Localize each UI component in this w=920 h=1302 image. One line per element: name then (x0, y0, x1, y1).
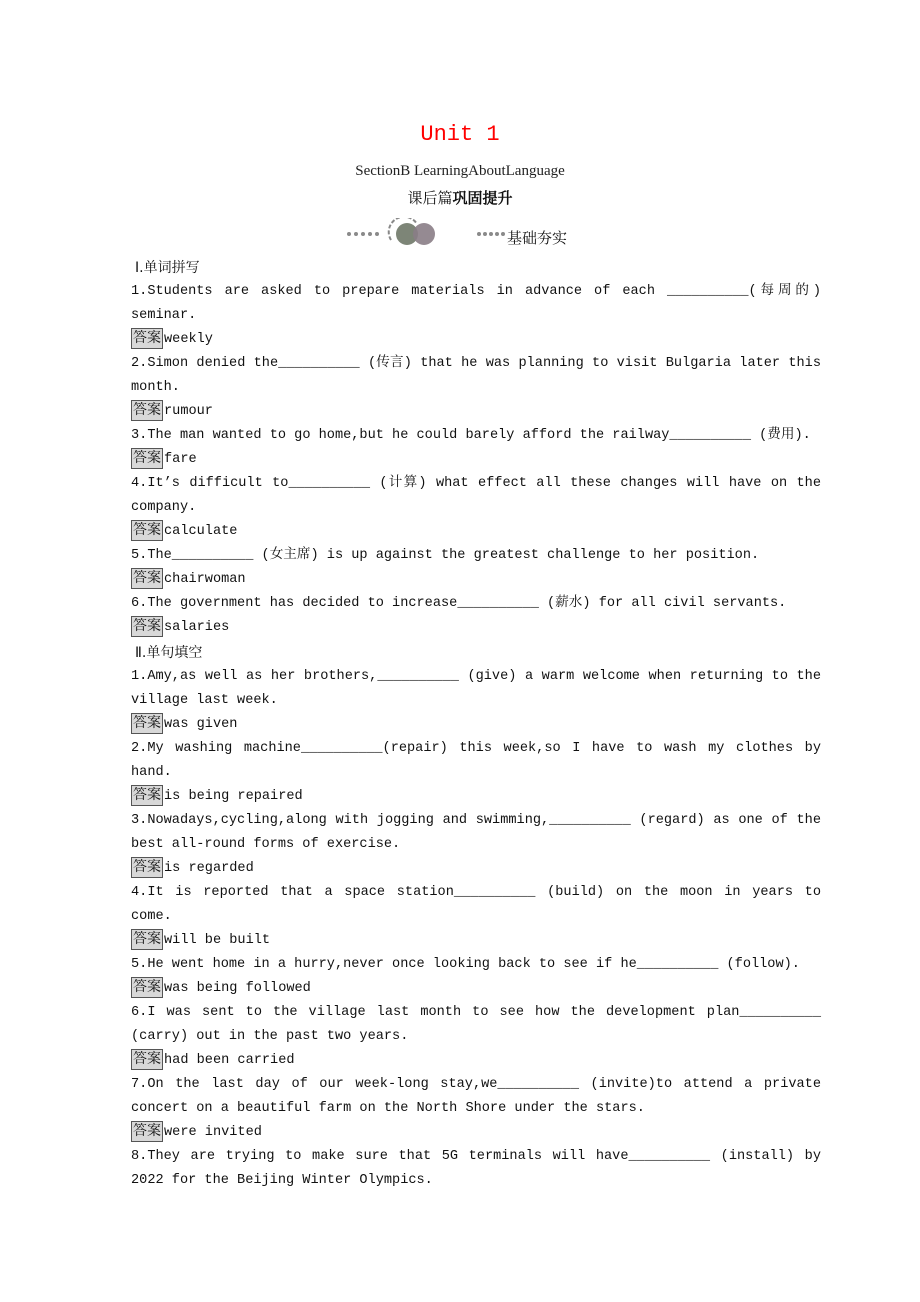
answer-row (131, 785, 821, 809)
question-text: The man wanted to go home,but he could barely afford the railway__________ (费用). (147, 428, 811, 444)
answer-tag: 答案 (131, 1121, 163, 1142)
question-item (131, 953, 821, 977)
answer-tag: 答案 (131, 448, 163, 469)
answer-row (131, 1049, 821, 1073)
section-subtitle: SectionB LearningAboutLanguage (355, 163, 565, 179)
subtitle-normal: 课后篇 (407, 189, 453, 207)
question-number: 3. (131, 812, 148, 828)
answer-tag: 答案 (131, 857, 163, 878)
question-item (131, 592, 821, 616)
question-text: The government has decided to increase__________ (薪水) for all civil servants. (147, 596, 787, 612)
answer-row (131, 929, 821, 953)
subtitle-bold: 巩固提升 (452, 189, 513, 207)
question-number: 1. (131, 284, 148, 299)
answer-text: will be built (164, 932, 271, 948)
unit-title: Unit 1 (420, 122, 500, 147)
answer-row (131, 977, 821, 1001)
question-text: Amy,as well as her brothers,__________ (give) a warm welcome when returning to the village last week. (131, 668, 821, 708)
question-number: 5. (131, 548, 148, 564)
banner-label: 基础夯实 (507, 229, 568, 247)
question-item (131, 1073, 821, 1121)
question-item (131, 737, 821, 785)
question-item (131, 881, 821, 929)
exercise-subtitle (0, 187, 920, 208)
question-text: I was sent to the village last month to see how the development plan__________ (carry) out in the past two years. (131, 1005, 821, 1045)
question-text: It’s difficult to__________ (计算) what effect all these changes will have on the company. (131, 476, 821, 516)
answer-tag: 答案 (131, 1049, 163, 1070)
question-item (131, 665, 821, 713)
answer-text: weekly (164, 332, 213, 348)
question-text: Nowadays,cycling,along with jogging and swimming,__________ (regard) as one of the best all-round forms of exercise. (131, 812, 821, 852)
answer-tag: 答案 (131, 713, 163, 734)
answer-tag: 答案 (131, 520, 163, 541)
question-item (131, 1001, 821, 1049)
answer-row (131, 713, 821, 737)
answer-text: is regarded (164, 860, 254, 876)
question-text: Simon denied the__________ (传言) that he was planning to visit Bulgaria later this month. (131, 356, 821, 396)
answer-row (131, 1121, 821, 1145)
answer-row (131, 568, 821, 592)
answer-row (131, 520, 821, 544)
question-number: 7. (131, 1077, 148, 1093)
section-banner (345, 218, 605, 248)
answer-row (131, 616, 821, 640)
question-text: Students are asked to prepare materials in advance of each __________(每周的) seminar. (131, 284, 821, 323)
answer-text: had been carried (164, 1053, 295, 1069)
answer-tag: 答案 (131, 785, 163, 806)
decorative-circles-icon (345, 218, 505, 248)
question-text: It is reported that a space station__________ (build) on the moon in years to come. (131, 884, 821, 924)
question-number: 3. (131, 428, 148, 444)
question-number: 5. (131, 956, 148, 972)
question-text: The__________ (女主席) is up against the greatest challenge to her position. (147, 548, 760, 564)
answer-tag: 答案 (131, 929, 163, 950)
answer-tag: 答案 (131, 568, 163, 589)
answer-text: is being repaired (164, 788, 303, 804)
question-text: On the last day of our week-long stay,we__________ (invite)to attend a private concert on a beautiful farm on the North Shore under the stars. (131, 1077, 821, 1117)
question-number: 6. (131, 596, 148, 612)
answer-text: was given (164, 716, 238, 732)
answer-text: rumour (164, 404, 213, 420)
question-item (131, 352, 821, 400)
answer-row (131, 448, 821, 472)
exercise-content (131, 256, 821, 1193)
question-number: 6. (131, 1005, 148, 1021)
answer-text: salaries (164, 620, 230, 636)
question-item (131, 1145, 821, 1193)
question-text: They are trying to make sure that 5G terminals will have__________ (install) by 2022 for the Beijing Winter Olympics. (131, 1149, 821, 1189)
section-heading: Ⅱ.单句填空 (135, 644, 203, 661)
answer-text: was being followed (164, 981, 311, 997)
question-number: 1. (131, 668, 148, 684)
answer-row (131, 328, 821, 352)
answer-tag: 答案 (131, 328, 163, 349)
question-item (131, 809, 821, 857)
section-heading: Ⅰ.单词拼写 (135, 260, 200, 276)
question-item (131, 544, 821, 568)
answer-text: were invited (164, 1125, 262, 1141)
answer-row (131, 400, 821, 424)
answer-text: chairwoman (164, 572, 246, 588)
question-item (131, 280, 821, 328)
question-number: 4. (131, 884, 148, 900)
question-item (131, 472, 821, 520)
answer-tag: 答案 (131, 977, 163, 998)
answer-tag: 答案 (131, 400, 163, 421)
answer-tag: 答案 (131, 616, 163, 637)
question-number: 8. (131, 1149, 148, 1165)
question-item (131, 424, 821, 448)
question-text: He went home in a hurry,never once looking back to see if he__________ (follow). (147, 956, 800, 972)
question-number: 4. (131, 476, 148, 492)
question-text: My washing machine__________(repair) this week,so I have to wash my clothes by hand. (131, 740, 821, 780)
question-number: 2. (131, 740, 148, 756)
answer-text: fare (164, 452, 197, 468)
answer-row (131, 857, 821, 881)
question-number: 2. (131, 356, 148, 372)
answer-text: calculate (164, 524, 238, 540)
